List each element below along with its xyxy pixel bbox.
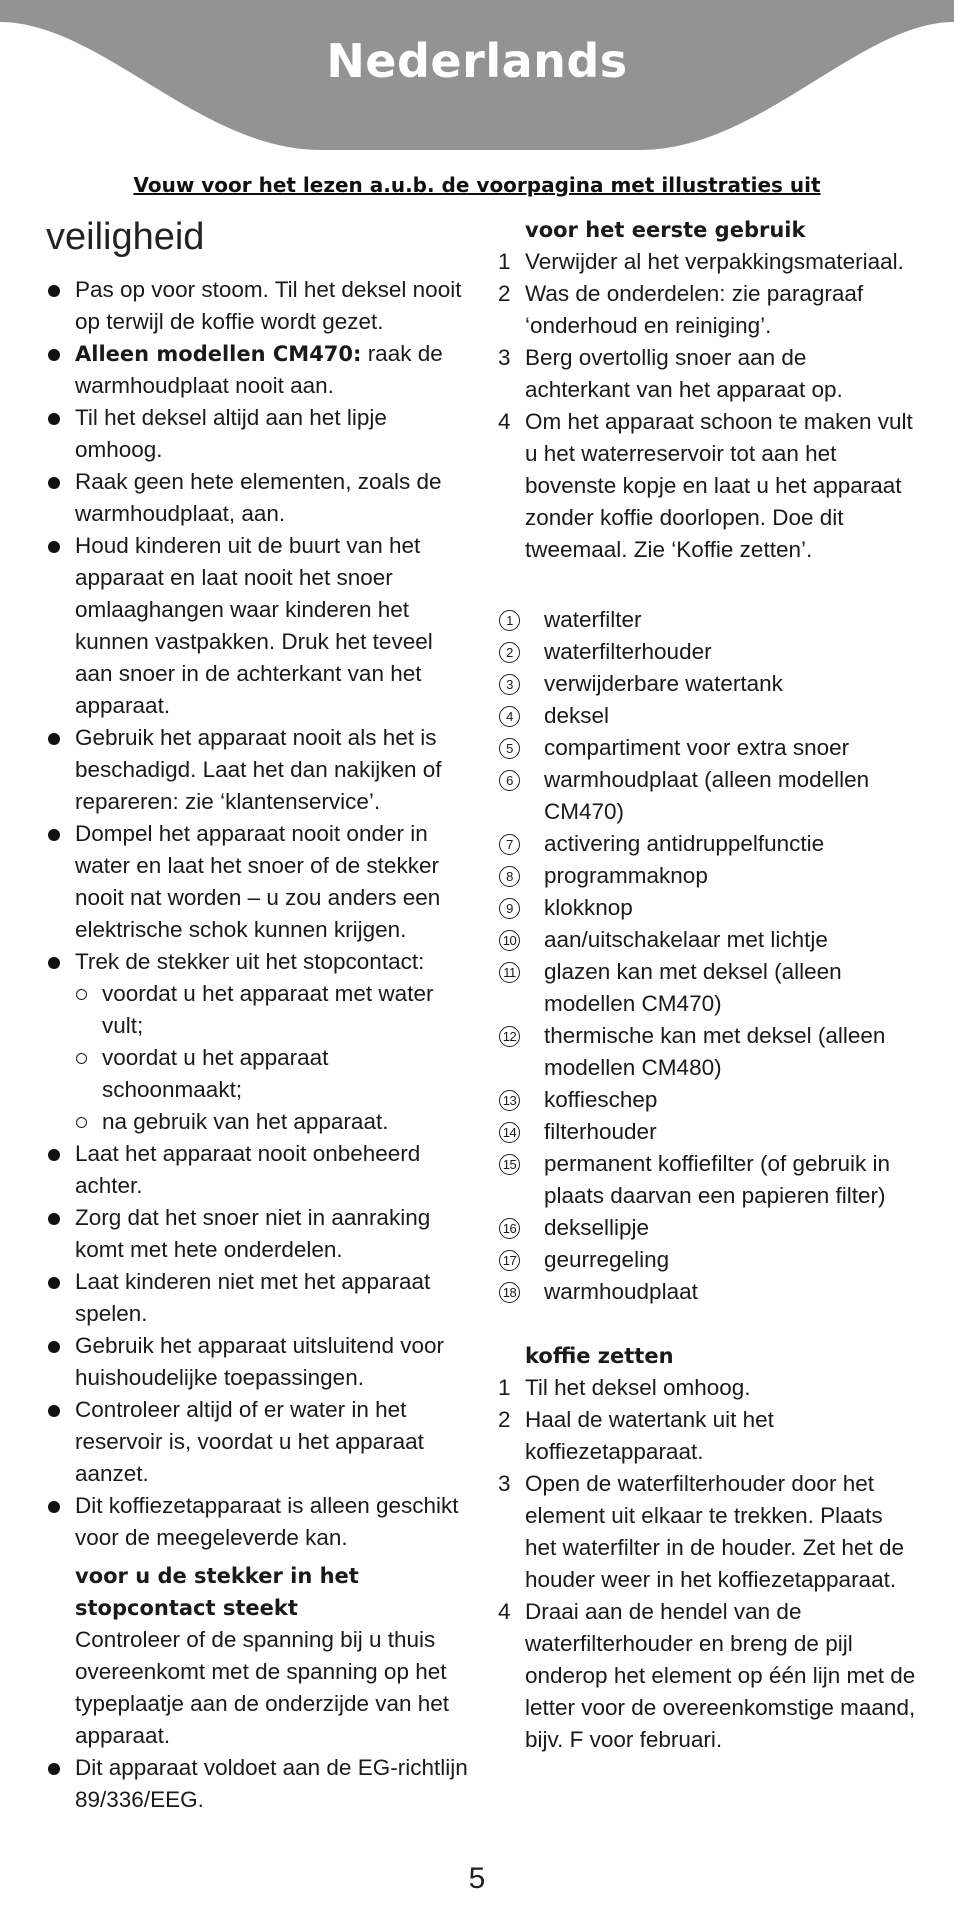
- bullet-icon: [48, 1277, 60, 1289]
- part-item: 16 deksellipje: [496, 1212, 916, 1244]
- safety-list: [46, 274, 470, 1554]
- plug-heading: voor u de stekker in het stopcontact steekt: [75, 1564, 359, 1620]
- left-column: [46, 214, 470, 1816]
- bullet-icon: [48, 829, 60, 841]
- part-item: 11 glazen kan met deksel (alleen modellen CM470): [496, 956, 916, 1020]
- bullet-icon: [48, 733, 60, 745]
- list-item: Houd kinderen uit de buurt van het apparaat en laat nooit het snoer omlaaghangen waar kinderen het kunnen vastpakken. Druk het teveel aan snoer in de achterkant van het apparaat.: [46, 530, 470, 722]
- parts-legend: [496, 604, 916, 1308]
- circled-number: 3: [499, 674, 520, 695]
- circled-number: 18: [499, 1282, 520, 1303]
- bullet-icon: [48, 1341, 60, 1353]
- circled-number: 4: [499, 706, 520, 727]
- page-number: 5: [468, 1862, 486, 1895]
- part-item: 12 thermische kan met deksel (alleen modellen CM480): [496, 1020, 916, 1084]
- circled-number: 1: [499, 610, 520, 631]
- part-item: 10 aan/uitschakelaar met lichtje: [496, 924, 916, 956]
- circled-number: 14: [499, 1122, 520, 1143]
- circled-number: 9: [499, 898, 520, 919]
- step-number: 2: [498, 281, 511, 306]
- bullet-icon: [48, 285, 60, 297]
- part-item: 9 klokknop: [496, 892, 916, 924]
- circled-number: 2: [499, 642, 520, 663]
- part-item: 3 verwijderbare watertank: [496, 668, 916, 700]
- brewing-steps: [496, 1372, 916, 1756]
- part-item: 1 waterfilter: [496, 604, 916, 636]
- bullet-icon: [48, 1501, 60, 1513]
- part-item: 2 waterfilterhouder: [496, 636, 916, 668]
- bullet-icon: [48, 477, 60, 489]
- step-item: 1 Til het deksel omhoog.: [496, 1372, 916, 1404]
- right-column: [496, 214, 916, 1756]
- list-item: Gebruik het apparaat nooit als het is beschadigd. Laat het dan nakijken of repareren: zie ‘klantenservice’.: [46, 722, 470, 818]
- list-item: Dit koffiezetapparaat is alleen geschikt voor de meegeleverde kan.: [46, 1490, 470, 1554]
- step-number: 1: [498, 1375, 511, 1400]
- sub-list-item: na gebruik van het apparaat.: [75, 1106, 470, 1138]
- step-item: 4 Draai aan de hendel van de waterfilterhouder en breng de pijl onderop het element op één lijn met de letter voor de overeenkomstige maand, bijv. F voor februari.: [496, 1596, 916, 1756]
- brewing-heading: koffie zetten: [525, 1344, 674, 1368]
- step-item: 3 Open de waterfilterhouder door het element uit elkaar te trekken. Plaats het waterfilter in de houder. Zet het de houder weer in het koffiezetapparaat.: [496, 1468, 916, 1596]
- circled-number: 5: [499, 738, 520, 759]
- page-header: [0, 0, 954, 160]
- part-item: 17 geurregeling: [496, 1244, 916, 1276]
- part-item: 15 permanent koffiefilter (of gebruik in plaats daarvan een papieren filter): [496, 1148, 916, 1212]
- first-use-steps: [496, 246, 916, 566]
- part-item: 7 activering antidruppelfunctie: [496, 828, 916, 860]
- bullet-icon: [48, 349, 60, 361]
- plug-text: Controleer of de spanning bij u thuis overeenkomt met de spanning op het typeplaatje aan de onderzijde van het apparaat.: [75, 1627, 450, 1748]
- step-item: 4 Om het apparaat schoon te maken vult u het waterreservoir tot aan het bovenste kopje en laat u het apparaat zonder koffie doorlopen. Doe dit tweemaal. Zie ‘Koffie zetten’.: [496, 406, 916, 566]
- step-item: 2 Was de onderdelen: zie paragraaf ‘onderhoud en reiniging’.: [496, 278, 916, 342]
- bullet-icon: [48, 1763, 60, 1775]
- part-item: 13 koffieschep: [496, 1084, 916, 1116]
- language-title: Nederlands: [326, 34, 628, 88]
- circled-number: 13: [499, 1090, 520, 1111]
- circled-number: 7: [499, 834, 520, 855]
- safety-title: veiligheid: [46, 216, 205, 258]
- circle-bullet-icon: [76, 1117, 87, 1128]
- step-number: 4: [498, 1599, 511, 1624]
- bullet-icon: [48, 1149, 60, 1161]
- list-item: Trek de stekker uit het stopcontact: voordat u het apparaat met water vult; voordat u het apparaat schoonmaakt; na gebruik van het apparaat.: [46, 946, 470, 1138]
- unplug-sublist: [75, 978, 470, 1138]
- list-item: Pas op voor stoom. Til het deksel nooit op terwijl de koffie wordt gezet.: [46, 274, 470, 338]
- list-item: Dit apparaat voldoet aan de EG-richtlijn 89/336/EEG.: [46, 1752, 470, 1816]
- circle-bullet-icon: [76, 989, 87, 1000]
- sub-list-item: voordat u het apparaat schoonmaakt;: [75, 1042, 470, 1106]
- part-item: 6 warmhoudplaat (alleen modellen CM470): [496, 764, 916, 828]
- list-item: Laat het apparaat nooit onbeheerd achter.: [46, 1138, 470, 1202]
- step-number: 3: [498, 345, 511, 370]
- circle-bullet-icon: [76, 1053, 87, 1064]
- list-item: Til het deksel altijd aan het lipje omhoog.: [46, 402, 470, 466]
- list-item: Raak geen hete elementen, zoals de warmhoudplaat, aan.: [46, 466, 470, 530]
- list-item: Laat kinderen niet met het apparaat spelen.: [46, 1266, 470, 1330]
- circled-number: 12: [499, 1026, 520, 1047]
- circled-number: 15: [499, 1154, 520, 1175]
- part-item: 5 compartiment voor extra snoer: [496, 732, 916, 764]
- circled-number: 16: [499, 1218, 520, 1239]
- part-item: 4 deksel: [496, 700, 916, 732]
- step-item: 3 Berg overtollig snoer aan de achterkant van het apparaat op.: [496, 342, 916, 406]
- bullet-icon: [48, 957, 60, 969]
- bullet-icon: [48, 541, 60, 553]
- fold-out-notice: Vouw voor het lezen a.u.b. de voorpagina met illustraties uit: [133, 173, 821, 197]
- step-number: 3: [498, 1471, 511, 1496]
- directive-list: [46, 1752, 470, 1816]
- step-number: 4: [498, 409, 511, 434]
- list-item: Controleer altijd of er water in het reservoir is, voordat u het apparaat aanzet.: [46, 1394, 470, 1490]
- bullet-icon: [48, 1405, 60, 1417]
- circled-number: 6: [499, 770, 520, 791]
- bullet-icon: [48, 1213, 60, 1225]
- step-item: 1 Verwijder al het verpakkingsmateriaal.: [496, 246, 916, 278]
- circled-number: 11: [499, 962, 520, 983]
- part-item: 8 programmaknop: [496, 860, 916, 892]
- sub-list-item: voordat u het apparaat met water vult;: [75, 978, 470, 1042]
- part-item: 14 filterhouder: [496, 1116, 916, 1148]
- bullet-icon: [48, 413, 60, 425]
- model-warning-label: Alleen modellen CM470:: [75, 342, 362, 366]
- first-use-heading: voor het eerste gebruik: [525, 218, 806, 242]
- step-number: 2: [498, 1407, 511, 1432]
- circled-number: 8: [499, 866, 520, 887]
- circled-number: 10: [499, 930, 520, 951]
- circled-number: 17: [499, 1250, 520, 1271]
- list-item: Alleen modellen CM470: raak de warmhoudplaat nooit aan.: [46, 338, 470, 402]
- list-item: Gebruik het apparaat uitsluitend voor huishoudelijke toepassingen.: [46, 1330, 470, 1394]
- part-item: 18 warmhoudplaat: [496, 1276, 916, 1308]
- list-item: Zorg dat het snoer niet in aanraking komt met hete onderdelen.: [46, 1202, 470, 1266]
- step-item: 2 Haal de watertank uit het koffiezetapparaat.: [496, 1404, 916, 1468]
- step-number: 1: [498, 249, 511, 274]
- list-item: Dompel het apparaat nooit onder in water en laat het snoer of de stekker nooit nat worden – u zou anders een elektrische schok kunnen krijgen.: [46, 818, 470, 946]
